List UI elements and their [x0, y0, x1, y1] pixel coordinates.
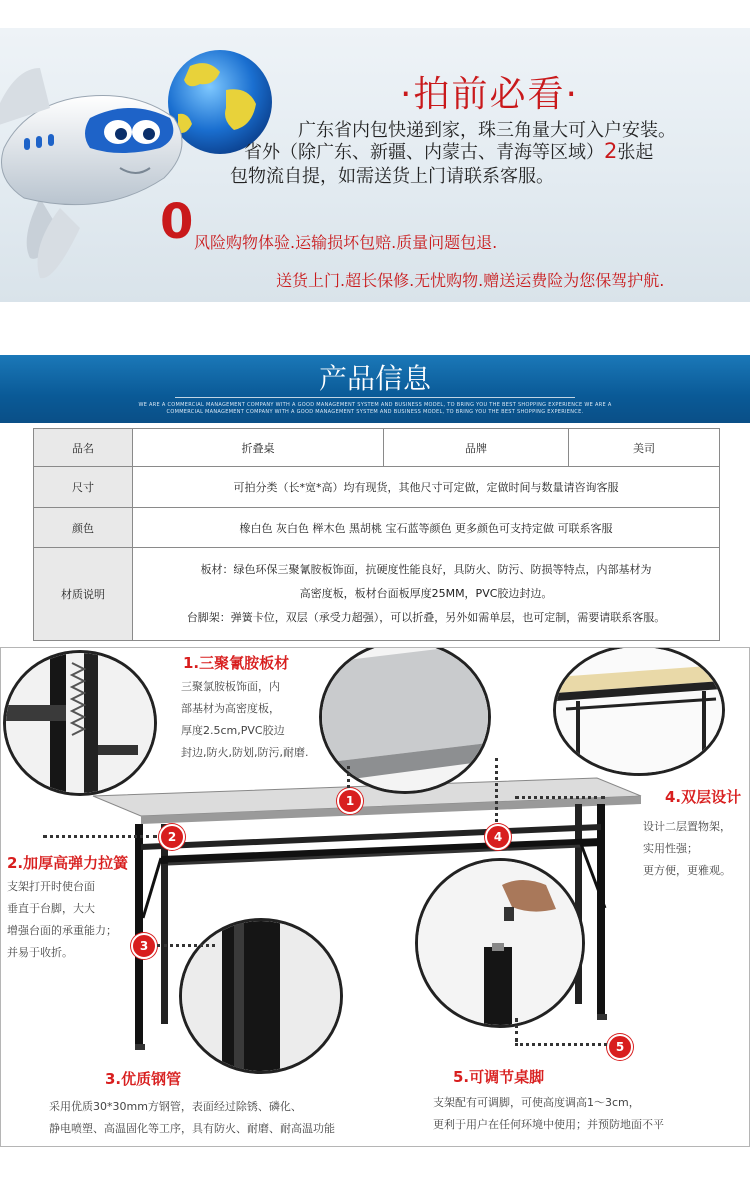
material-line: 台脚架：弹簧卡位，双层（承受力超强），可以折叠，另外如需单层，也可定制，需要请联系客服。: [186, 611, 666, 624]
material-line: 高密度板，板材台面板厚度25MM，PVC胶边封边。: [299, 587, 553, 600]
spec-label-brand: 品牌: [384, 429, 569, 467]
table-row: [34, 429, 720, 467]
feature-text-4: [643, 816, 731, 882]
feature-text-line: 更利于用户在任何环境中使用；并预防地面不平: [433, 1118, 664, 1131]
table-row: [34, 508, 720, 548]
header-subtitle: COMMERCIAL MANAGEMENT COMPANY WITH A GOOD MANAGEMENT SYSTEM AND BUSINESS MODEL, TO BRING YOU THE BEST SHOPPING EXPERIENCE.: [166, 409, 584, 415]
feature-text-line: 支架配有可调脚，可使高度调高1～3cm，: [433, 1096, 640, 1109]
feature-title-2: 2.加厚高弹力拉簧: [7, 854, 129, 872]
feature-text-1: [181, 676, 308, 764]
leader-line: [515, 796, 605, 799]
leader-line: [495, 758, 498, 822]
spec-value-name: 折叠桌: [133, 429, 384, 467]
feature-title-4: 4.双层设计: [665, 788, 742, 806]
header-subtitle: WE ARE A COMMERCIAL MANAGEMENT COMPANY WITH A GOOD MANAGEMENT SYSTEM AND BUSINESS MODEL, TO BRING YOU THE BEST SHOPPING EXPERIENCE WE ARE A: [138, 402, 612, 408]
feature-diagram: [0, 647, 750, 1147]
material-line: 板材：绿色环保三聚氰胺板饰面，抗硬度性能良好，具防火、防污、防损等特点，内部基材为: [200, 563, 652, 576]
steel-tube-closeup-circle: [179, 918, 343, 1074]
spec-value-color: 橡白色 灰白色 榉木色 黑胡桃 宝石蓝等颜色 更多颜色可支持定做 可联系客服: [133, 508, 720, 548]
banner-title: ·拍前必看·: [400, 74, 579, 115]
spec-value-material: [133, 548, 720, 641]
feature-text-line: 部基材为高密度板，: [181, 702, 280, 715]
feature-text-line: 采用优质30*30mm方钢管，表面经过除锈、磷化、: [49, 1100, 302, 1113]
feature-text-line: 增强台面的承重能力；: [7, 924, 117, 937]
feature-text-line: 三聚氯胺板饰面，内: [181, 680, 280, 693]
feature-marker-2: 2: [159, 824, 185, 850]
leader-line: [347, 766, 350, 788]
feature-text-line: 并易于收折。: [7, 946, 73, 959]
spec-label-color: 颜色: [34, 508, 133, 548]
spec-label-name: 品名: [34, 429, 133, 467]
leader-line: [43, 835, 157, 838]
leader-line: [515, 1043, 607, 1046]
spec-value-brand: 美司: [569, 429, 720, 467]
feature-text-line: 静电喷塑、高温固化等工序，具有防火、耐磨、耐高温功能: [49, 1122, 335, 1135]
feature-text-line: 厚度2.5cm,PVC胶边: [181, 724, 285, 737]
spec-label-size: 尺寸: [34, 467, 133, 508]
spec-label-material: 材质说明: [34, 548, 133, 641]
double-layer-closeup-icon: [556, 647, 722, 773]
banner-zero-numeral: 0: [160, 194, 194, 250]
leader-line: [515, 1018, 518, 1042]
banner-text-fragment: 省外（除广东、新疆、内蒙古、青海等区域）: [244, 142, 604, 163]
feature-text-5: [433, 1092, 664, 1136]
feature-title-3: 3.优质钢管: [105, 1070, 182, 1088]
feature-text-2: [7, 876, 117, 964]
feature-text-3: [49, 1096, 335, 1140]
feature-text-line: 封边,防火,防划,防污,耐磨.: [181, 746, 309, 759]
feature-marker-5: 5: [607, 1034, 633, 1060]
feature-text-line: 实用性强；: [643, 842, 698, 855]
promo-banner: [0, 28, 750, 302]
adjustable-foot-closeup-circle: [415, 858, 585, 1028]
banner-guarantee-line: 风险购物体验.运输损坏包赔.质量问题包退.: [194, 233, 498, 252]
header-divider: [175, 397, 575, 398]
feature-text-line: 更方便，更雅观。: [643, 864, 731, 877]
feature-title-5: 5.可调节桌脚: [453, 1068, 545, 1086]
spring-closeup-icon: [6, 653, 154, 793]
feature-marker-1: 1: [337, 788, 363, 814]
spec-table: [33, 428, 720, 641]
board-closeup-circle: [319, 647, 491, 794]
feature-text-line: 垂直于台脚，大大: [7, 902, 95, 915]
banner-service-line: 送货上门.超长保修.无忧购物.赠送运费险为您保驾护航.: [276, 271, 665, 290]
product-info-title: 产品信息: [318, 362, 431, 395]
table-row: [34, 467, 720, 508]
spring-closeup-circle: [3, 650, 157, 796]
banner-text-fragment: 张起: [617, 142, 654, 163]
spec-value-size: 可拍分类（长*宽*高）均有现货，其他尺寸可定做，定做时间与数量请咨询客服: [133, 467, 720, 508]
feature-text-line: 设计二层置物架，: [643, 820, 731, 833]
banner-highlight-number: 2: [604, 139, 618, 163]
feature-text-line: 支架打开时使台面: [7, 880, 95, 893]
leader-line: [157, 944, 215, 947]
feature-title-1: 1.三聚氰胺板材: [183, 654, 290, 672]
product-info-header: [0, 355, 750, 423]
feature-marker-3: 3: [131, 933, 157, 959]
table-row: [34, 548, 720, 641]
banner-text-line: 广东省内包快递到家，珠三角量大可入户安装。: [298, 120, 676, 141]
feature-marker-4: 4: [485, 824, 511, 850]
adjustable-foot-closeup-icon: [418, 861, 582, 1025]
double-layer-closeup-circle: [553, 647, 725, 776]
banner-text-line: 包物流自提，如需送货上门请联系客服。: [230, 166, 554, 187]
banner-text-line: [244, 138, 653, 164]
